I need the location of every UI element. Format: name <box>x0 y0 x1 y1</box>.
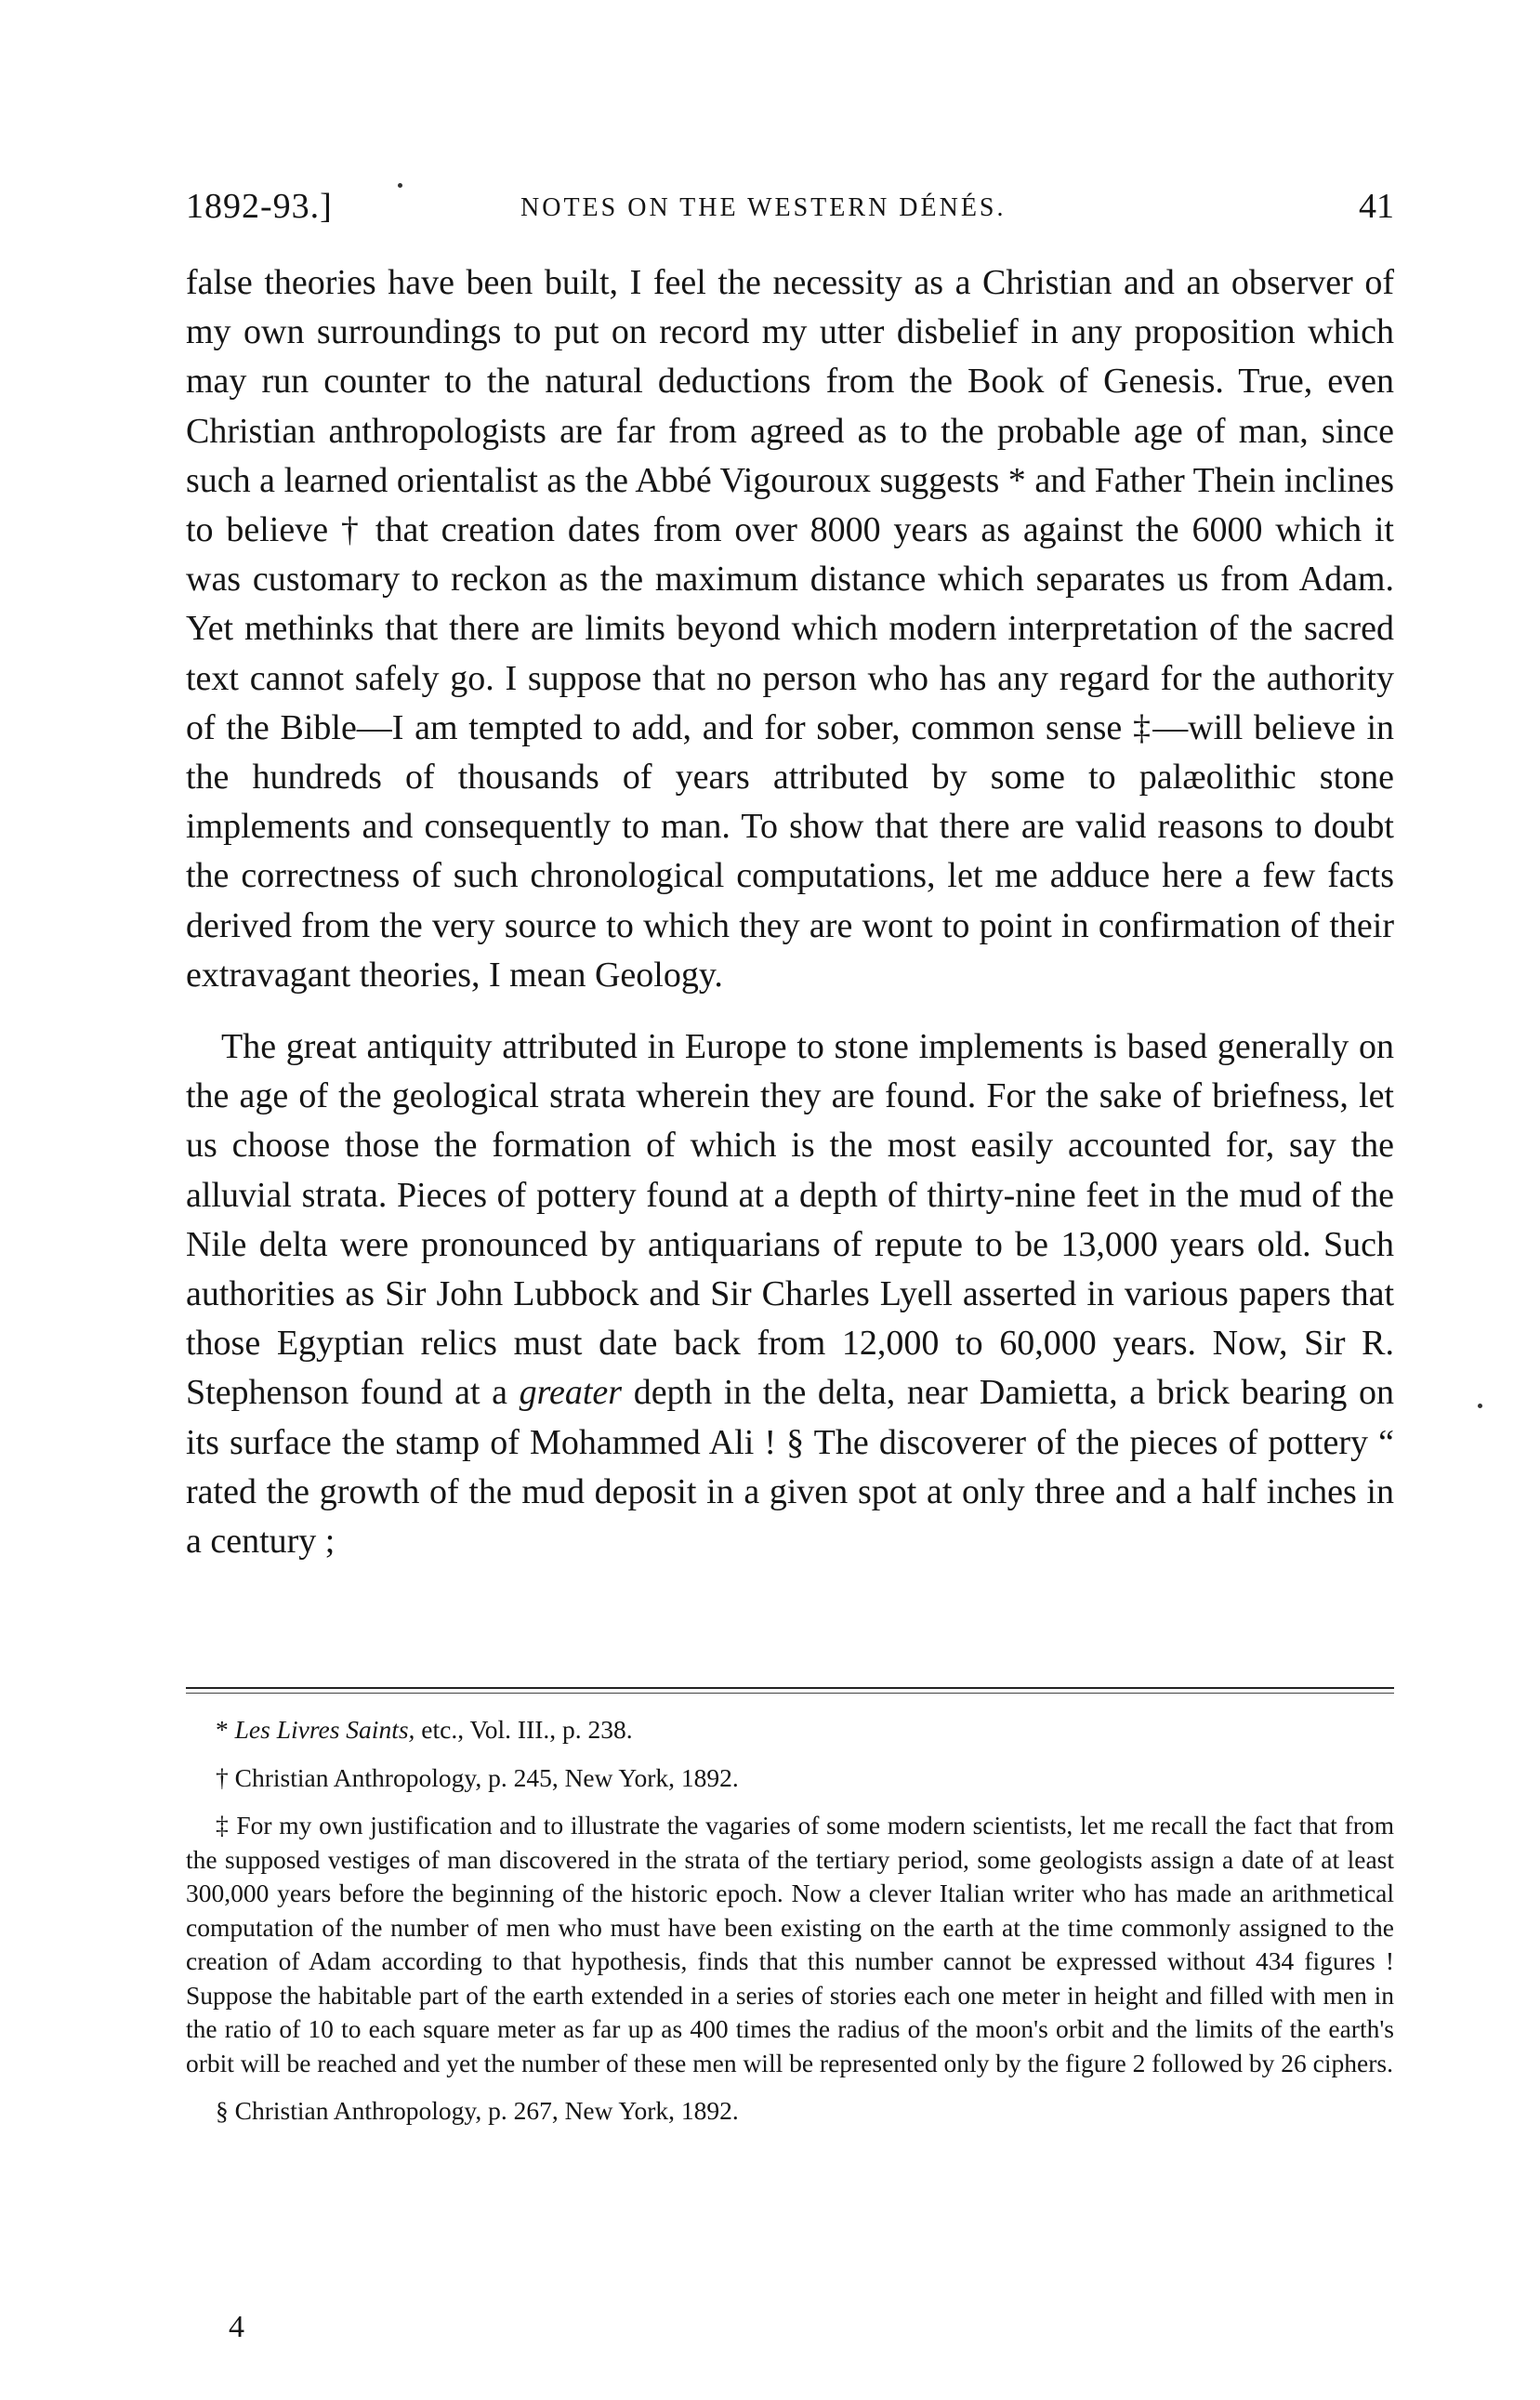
printers-dot-margin <box>1478 1404 1482 1408</box>
running-title: NOTES ON THE WESTERN DÉNÉS. <box>520 193 1007 222</box>
footnote-1 <box>186 1713 1394 1747</box>
footnote-1-rest: etc., Vol. III., p. 238. <box>415 1715 633 1744</box>
footnote-2: † Christian Anthropology, p. 245, New York, 1892. <box>216 1762 739 1792</box>
footnote-rule-thin <box>186 1693 1394 1694</box>
footnote-3: ‡ For my own justification and to illustrate the vagaries of some modern scientists, let me recall the fact that from the supposed vestiges of man discovered in the strata of the tertiary period, some geologists assign a date of at least 300,000 years before the beginning of the historic epoch. Now a clever Italian writer who has made an arithmetical computation of the number of men who must have been existing on the earth at the time commonly assigned to the creation of Adam according to that hypothesis, finds that this number cannot be expressed without 434 figures ! Suppose the habitable part of the earth extended in a series of stories each one meter in height and filled with men in the ratio of 10 to each square meter as far up as 400 times the radius of the moon's orbit and the limits of the earth's orbit will be reached and yet the number of these men will be represented only by the figure 2 followed by 26 ciphers. <box>186 1811 1394 2077</box>
footnote-4: § Christian Anthropology, p. 267, New York, 1892. <box>216 2096 739 2125</box>
footnote-1-title: Les Livres Saints, <box>234 1715 415 1744</box>
footnote-rule <box>186 1687 1394 1689</box>
paragraph-2-part-a: The great antiquity attributed in Europe to stone implements is based generally on the age of the geological strata wherein they are found. For the sake of briefness, let us choose those the formation of which is the most easily accounted for, say the alluvial strata. Pieces of pottery found at a depth of thirty-nine feet in the mud of the Nile delta were pronounced by antiquarians of repute to be 13,000 years old. Such authorities as Sir John Lubbock and Sir Charles Lyell asserted in various papers that those Egyptian relics must date back from 12,000 to 60,000 years. Now, Sir R. Stephenson found at a <box>186 1027 1394 1413</box>
signature-mark: 4 <box>229 2310 244 2344</box>
page-number: 41 <box>1359 187 1394 226</box>
volume-years: 1892-93.] <box>186 187 333 226</box>
paragraph-2 <box>186 1022 1394 1566</box>
running-header <box>186 186 1394 238</box>
paragraph-2-part-b: depth in the delta, near Damietta, a brick bearing on its surface the stamp of Mohammed Ali ! § The discoverer of the pieces of pottery “ rated the growth of the mud deposit in a given spot at only three and a half inches in a century ; <box>186 1373 1394 1562</box>
printers-dot-top <box>398 183 402 188</box>
footnotes <box>186 1713 1394 2143</box>
main-text <box>186 258 1394 1589</box>
paragraph-1: false theories have been built, I feel the necessity as a Christian and an observer of my own surroundings to put on record my utter disbelief in any proposition which may run counter to the natural deductions from the Book of Genesis. True, even Christian anthropologists are far from agreed as to the probable age of man, since such a learned orientalist as the Abbé Vigouroux suggests * and Father Thein inclines to believe † that creation dates from over 8000 years as against the 6000 which it was customary to reckon as the maximum distance which separates us from Adam. Yet methinks that there are limits beyond which modern interpretation of the sacred text cannot safely go. I suppose that no person who has any regard for the authority of the Bible—I am tempted to add, and for sober, common sense ‡—will believe in the hundreds of thousands of years attributed by some to palæolithic stone implements and consequently to man. To show that there are valid reasons to doubt the correctness of such chronological computations, let me adduce here a few facts derived from the very source to which they are wont to point in confirmation of their extravagant theories, I mean Geology. <box>186 263 1394 995</box>
paragraph-2-italic: greater <box>519 1373 623 1413</box>
footnote-1-mark: * <box>216 1715 235 1744</box>
